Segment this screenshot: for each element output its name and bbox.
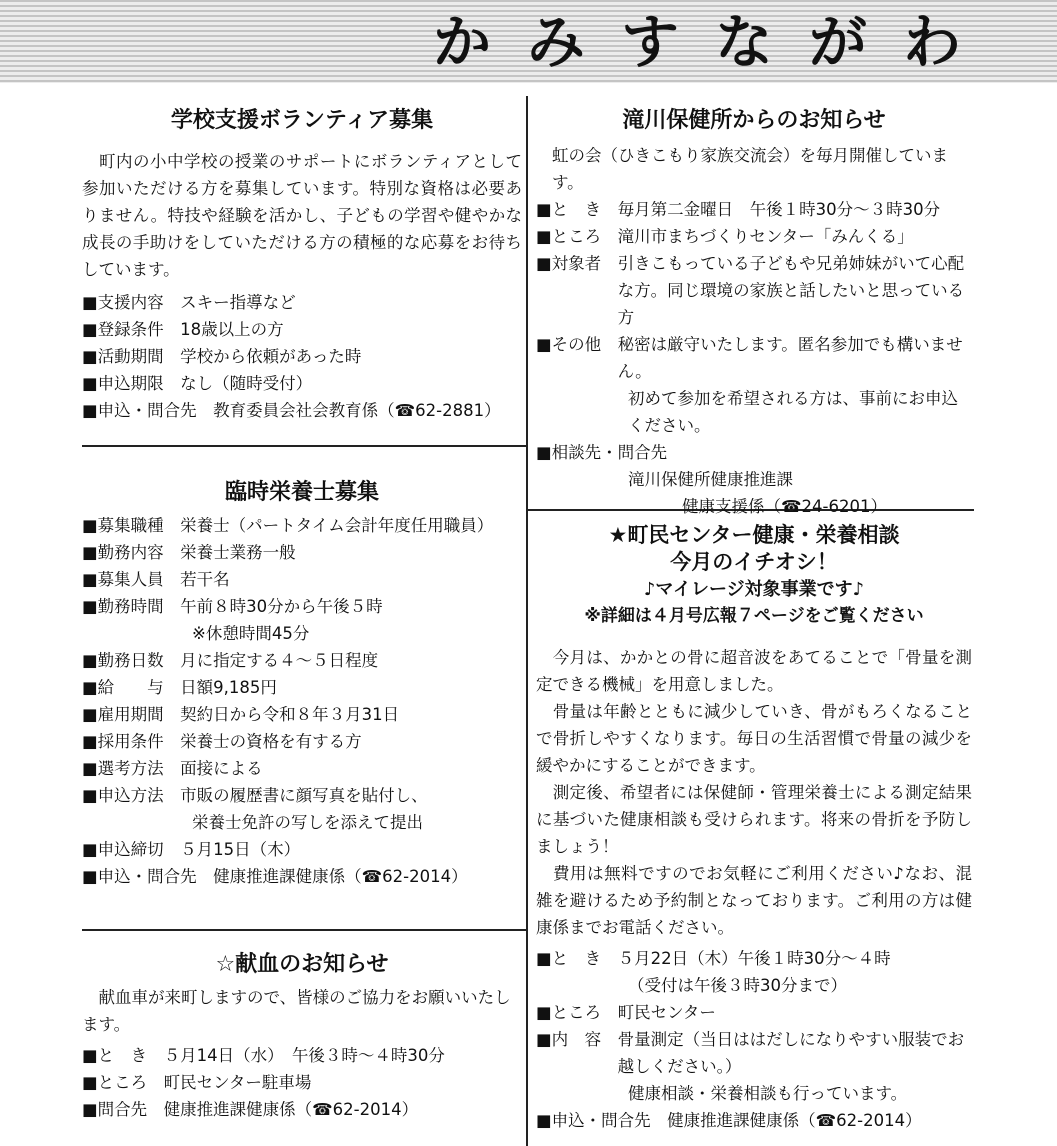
- detail-row: [82, 370, 522, 397]
- detail-key: ■と き: [82, 1046, 164, 1065]
- detail-value: ※休憩時間45分: [192, 624, 310, 643]
- detail-row: [82, 1096, 522, 1123]
- detail-value: 若干名: [180, 570, 230, 589]
- detail-value: 健康推進課健康係（☎62-2014）: [213, 867, 468, 886]
- detail-key: ■登録条件: [82, 320, 181, 339]
- detail-row: [82, 1042, 522, 1069]
- town-center-section: [536, 522, 972, 1134]
- detail-row: [82, 343, 522, 370]
- nutrition-details: [82, 512, 522, 890]
- contact-line: 健康支援係（☎24-6201）: [682, 497, 887, 516]
- detail-value: ５月15日（木）: [180, 840, 301, 859]
- detail-row: [82, 809, 522, 836]
- detail-key: ■申込・問合先: [82, 401, 214, 420]
- contact-line: 滝川保健所健康推進課: [628, 470, 793, 489]
- detail-value: 市販の履歴書に顔写真を貼付し、: [180, 786, 428, 805]
- detail-row: [82, 289, 522, 316]
- contact-label: ■相談先・問合先: [536, 443, 668, 462]
- nutrition-title: 臨時栄養士募集: [224, 480, 379, 505]
- detail-key: ■募集職種: [82, 516, 181, 535]
- body-paragraph: 骨量は年齢とともに減少していき、骨がもろくなることで骨折しやすくなります。毎日の生活習慣で骨量の減少を緩やかにすることができます。: [536, 702, 972, 775]
- detail-value: 教育委員会社会教育係（☎62-2881）: [213, 401, 501, 420]
- detail-key: ■申込・問合先: [536, 1111, 668, 1130]
- detail-row: [536, 945, 972, 972]
- detail-row: [82, 701, 522, 728]
- detail-key: ■勤務日数: [82, 651, 181, 670]
- detail-key: ■内 容: [536, 1030, 618, 1049]
- section-divider: [82, 445, 526, 447]
- column-divider: [526, 96, 528, 1146]
- detail-value: 町民センター: [617, 1003, 716, 1022]
- detail-key: ■勤務時間: [82, 597, 181, 616]
- body-paragraph: 費用は無料ですのでお気軽にご利用ください♪なお、混雑を避けるため予約制となっております。ご利用の方は健康係までお電話ください。: [536, 864, 972, 937]
- detail-key: ■支援内容: [82, 293, 181, 312]
- health-center-section: [536, 104, 972, 520]
- detail-value: 栄養士免許の写しを添えて提出: [192, 813, 423, 832]
- detail-row: [536, 1026, 972, 1080]
- volunteer-details: [82, 289, 522, 424]
- town-center-title: ★町民センター健康・栄養相談: [608, 523, 900, 547]
- detail-value: 日額9,185円: [180, 678, 277, 697]
- detail-row: [536, 250, 972, 331]
- detail-key: ■ところ: [536, 1003, 618, 1022]
- detail-value: （受付は午後３時30分まで）: [628, 976, 847, 995]
- detail-row: [82, 755, 522, 782]
- detail-row: [82, 863, 522, 890]
- detail-key: ■活動期間: [82, 347, 181, 366]
- mileage-note: ♪マイレージ対象事業です♪: [643, 579, 865, 600]
- detail-row: [82, 397, 522, 424]
- detail-value: 栄養士（パートタイム会計年度任用職員）: [180, 516, 494, 535]
- volunteer-body: 町内の小中学校の授業のサポートにボランティアとして参加いただける方を募集しています。特別な資格は必要ありません。特技や経験を活かし、子どもの学習や健やかな成長の手助けをしていただける方の積極的な応募をお待ちしています。: [82, 152, 522, 279]
- detail-key: ■対象者: [536, 254, 618, 273]
- detail-value: スキー指導など: [180, 293, 296, 312]
- nutrition-section: [82, 476, 522, 890]
- detail-key: ■給 与: [82, 678, 181, 697]
- detail-key: ■と き: [536, 200, 618, 219]
- body-paragraph: 測定後、希望者には保健師・管理栄養士による測定結果に基づいた健康相談も受けられます。将来の骨折を予防しましょう！: [536, 783, 972, 856]
- detail-value: 午前８時30分から午後５時: [180, 597, 383, 616]
- detail-value: ５月22日（木）午後１時30分～４時: [617, 949, 891, 968]
- detail-row: [536, 972, 972, 999]
- detail-key: ■申込締切: [82, 840, 181, 859]
- detail-row: [82, 728, 522, 755]
- detail-row: [82, 674, 522, 701]
- detail-value: 初めて参加を希望される方は、事前にお申込ください。: [628, 389, 958, 435]
- volunteer-section: [82, 104, 522, 424]
- detail-row: [82, 566, 522, 593]
- detail-row: [82, 647, 522, 674]
- section-divider: [82, 929, 526, 931]
- body-paragraph: 今月は、かかとの骨に超音波をあてることで「骨量を測定できる機械」を用意しました。: [536, 648, 972, 694]
- town-center-body: [536, 644, 972, 941]
- detail-row: [536, 331, 972, 385]
- detail-key: ■ところ: [82, 1073, 164, 1092]
- detail-value: 18歳以上の方: [180, 320, 284, 339]
- detail-row: [82, 1069, 522, 1096]
- detail-key: ■問合先: [82, 1100, 164, 1119]
- town-center-details: [536, 945, 972, 1134]
- volunteer-title: 学校支援ボランティア募集: [170, 108, 434, 133]
- detail-row: [82, 836, 522, 863]
- detail-value: 栄養士の資格を有する方: [180, 732, 362, 751]
- blood-donation-body: 献血車が来町しますので、皆様のご協力をお願いいたします。: [82, 988, 511, 1034]
- detail-key: ■選考方法: [82, 759, 181, 778]
- detail-row: [82, 316, 522, 343]
- detail-row: [82, 593, 522, 620]
- detail-row: [536, 196, 972, 223]
- detail-value: 健康推進課健康係（☎62-2014）: [163, 1100, 419, 1119]
- blood-donation-details: [82, 1042, 522, 1123]
- detail-key: ■勤務内容: [82, 543, 181, 562]
- blood-donation-title: ☆献血のお知らせ: [215, 952, 389, 977]
- health-center-intro: 虹の会（ひきこもり家族交流会）を毎月開催しています。: [552, 146, 948, 192]
- detail-key: ■申込方法: [82, 786, 181, 805]
- page-title: かみすながわ: [432, 8, 997, 76]
- detail-value: 栄養士業務一般: [180, 543, 296, 562]
- detail-row: [82, 539, 522, 566]
- detail-value: 健康推進課健康係（☎62-2014）: [667, 1111, 922, 1130]
- detail-value: 秘密は厳守いたします。匿名参加でも構いません。: [617, 335, 963, 381]
- detail-row: [536, 385, 972, 439]
- detail-row: [536, 999, 972, 1026]
- detail-key: ■その他: [536, 335, 618, 354]
- detail-value: 面接による: [180, 759, 263, 778]
- town-center-subtitle: 今月のイチオシ！: [670, 550, 838, 574]
- detail-row: [536, 223, 972, 250]
- blood-donation-section: [82, 948, 522, 1123]
- detail-value: 骨量測定（当日ははだしになりやすい服装でお越しください。）: [617, 1030, 965, 1076]
- detail-value: 引きこもっている子どもや兄弟姉妹がいて心配な方。同じ環境の家族と話したいと思っている方: [617, 254, 965, 327]
- detail-value: 契約日から令和８年３月31日: [180, 705, 400, 724]
- detail-value: 毎月第二金曜日 午後１時30分～３時30分: [617, 200, 941, 219]
- detail-key: ■採用条件: [82, 732, 181, 751]
- detail-value: 学校から依頼があった時: [180, 347, 362, 366]
- detail-row: [536, 1107, 972, 1134]
- detail-key: ■申込・問合先: [82, 867, 214, 886]
- health-center-title: 滝川保健所からのお知らせ: [622, 108, 886, 133]
- detail-value: ５月14日（水） 午後３時～４時30分: [163, 1046, 445, 1065]
- details-note: ※詳細は４月号広報７ページをご覧ください: [584, 606, 924, 626]
- detail-value: なし（随時受付）: [180, 374, 313, 393]
- detail-value: 月に指定する４～５日程度: [180, 651, 379, 670]
- detail-key: ■雇用期間: [82, 705, 181, 724]
- detail-key: ■申込期限: [82, 374, 181, 393]
- detail-value: 滝川市まちづくりセンター「みんくる」: [617, 227, 914, 246]
- health-center-details: [536, 196, 972, 520]
- detail-row: [82, 620, 522, 647]
- detail-key: ■と き: [536, 949, 618, 968]
- detail-row: [82, 782, 522, 809]
- detail-key: ■募集人員: [82, 570, 181, 589]
- page-header: [0, 0, 1057, 83]
- detail-key: ■ところ: [536, 227, 618, 246]
- detail-row: [82, 512, 522, 539]
- detail-value: 町民センター駐車場: [163, 1073, 312, 1092]
- detail-value: 健康相談・栄養相談も行っています。: [628, 1084, 908, 1103]
- detail-row: [536, 1080, 972, 1107]
